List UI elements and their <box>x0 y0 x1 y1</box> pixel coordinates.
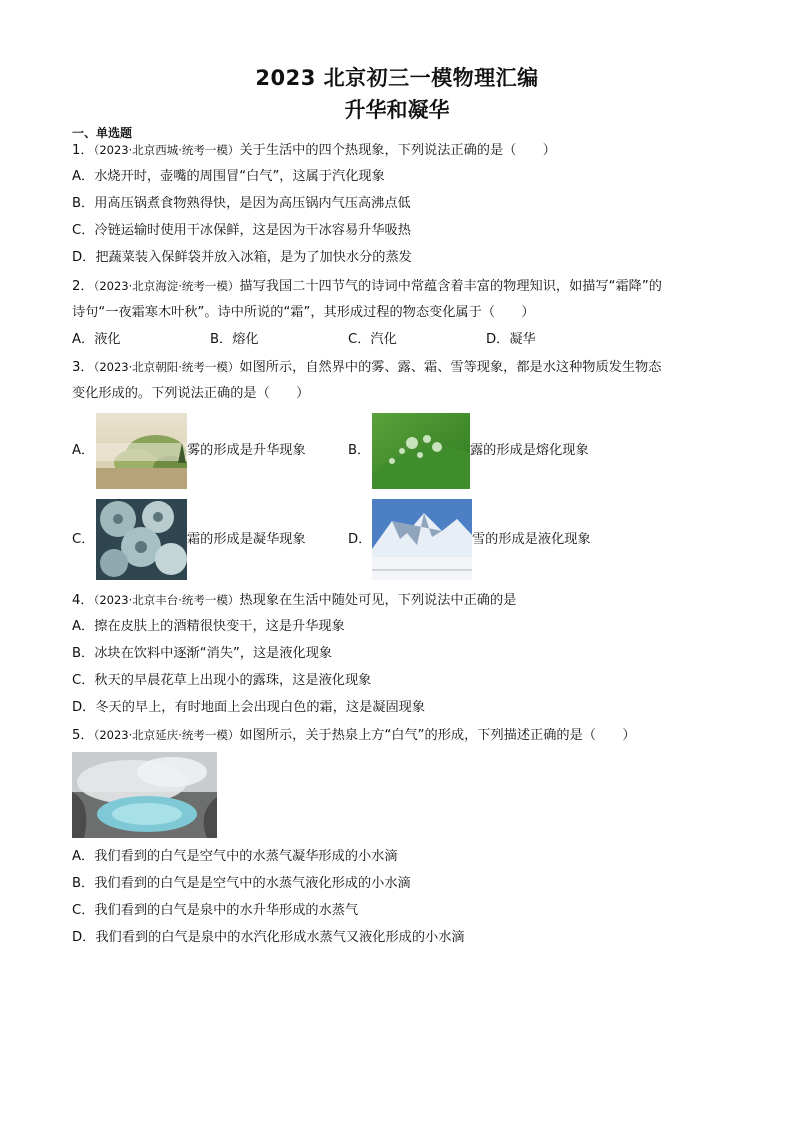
question-3-option-d-text: 雪的形成是液化现象 <box>472 532 591 547</box>
question-2-stem-line2: 诗句“一夜霜寒木叶秋”。诗中所说的“霜”，其形成过程的物态变化属于（ ） <box>72 305 535 320</box>
question-2-option-d: D．凝华 <box>486 332 536 347</box>
question-text: 热现象在生活中随处可见，下列说法中正确的是 <box>239 593 517 608</box>
section-heading: 一、单选题 <box>72 126 133 140</box>
question-source: （2023·北京西城·统考一模） <box>93 143 240 157</box>
page-title: 2023 北京初三一模物理汇编 <box>255 66 539 90</box>
question-number: 5． <box>72 728 94 743</box>
question-5-option-b: B．我们看到的白气是是空气中的水蒸气液化形成的小水滴 <box>72 876 411 891</box>
question-1-stem <box>72 141 556 160</box>
question-4-option-b: B．冰块在饮料中逐渐“消失”，这是液化现象 <box>72 646 333 661</box>
question-4-stem <box>72 591 516 610</box>
fog-forest-image <box>96 413 187 489</box>
question-5-option-d: D．我们看到的白气是泉中的水汽化形成水蒸气又液化形成的小水滴 <box>72 930 465 945</box>
question-4-option-d: D．冬天的早上，有时地面上会出现白色的霜，这是凝固现象 <box>72 700 426 715</box>
question-3-stem <box>72 358 661 377</box>
question-3-option-b-text: 露的形成是熔化现象 <box>470 443 589 458</box>
question-3-option-c-label: C． <box>72 532 95 547</box>
question-5-option-c: C．我们看到的白气是泉中的水升华形成的水蒸气 <box>72 903 359 918</box>
page-subtitle: 升华和凝华 <box>344 98 450 122</box>
dew-leaf-image <box>372 413 470 489</box>
question-text: 如图所示，关于热泉上方“白气”的形成，下列描述正确的是（ ） <box>239 728 636 743</box>
question-2-stem <box>72 277 662 296</box>
question-3-option-a-label: A． <box>72 443 95 458</box>
question-1-option-b: B．用高压锅煮食物熟得快，是因为高压锅内气压高沸点低 <box>72 196 411 211</box>
question-2-option-c: C．汽化 <box>348 332 397 347</box>
snow-mountain-image <box>372 499 472 580</box>
question-3-option-b-label: B． <box>348 443 371 458</box>
question-number: 1． <box>72 143 94 158</box>
hot-spring-image <box>72 752 217 838</box>
question-3-option-d-label: D． <box>348 532 372 547</box>
question-2-options <box>72 331 624 349</box>
question-number: 3． <box>72 360 94 375</box>
question-2-option-a: A．液化 <box>72 332 121 347</box>
question-1-option-d: D．把蔬菜装入保鲜袋并放入冰箱，是为了加快水分的蒸发 <box>72 250 412 265</box>
question-1-option-c: C．冷链运输时使用干冰保鲜，这是因为干冰容易升华吸热 <box>72 223 411 238</box>
question-4-option-c: C．秋天的早晨花草上出现小的露珠，这是液化现象 <box>72 673 372 688</box>
question-source: （2023·北京延庆·统考一模） <box>93 728 240 742</box>
question-source: （2023·北京丰台·统考一模） <box>93 593 240 607</box>
question-5-stem <box>72 726 636 745</box>
question-5-option-a: A．我们看到的白气是空气中的水蒸气凝华形成的小水滴 <box>72 849 398 864</box>
question-3-option-c-text: 霜的形成是凝华现象 <box>187 532 306 547</box>
question-4-option-a: A．擦在皮肤上的酒精很快变干，这是升华现象 <box>72 619 345 634</box>
question-number: 2． <box>72 279 94 294</box>
question-2-option-b: B．熔化 <box>210 332 259 347</box>
frost-leaves-image <box>96 499 187 580</box>
question-1-option-a: A．水烧开时，壶嘴的周围冒“白气”，这属于汽化现象 <box>72 169 385 184</box>
question-text: 如图所示，自然界中的雾、露、霜、雪等现象，都是水这种物质发生物态 <box>239 360 662 375</box>
question-number: 4． <box>72 593 94 608</box>
question-source: （2023·北京朝阳·统考一模） <box>93 360 240 374</box>
question-3-stem-line2: 变化形成的。下列说法正确的是（ ） <box>72 386 310 401</box>
question-text: 关于生活中的四个热现象，下列说法正确的是（ ） <box>239 143 556 158</box>
question-3-option-a-text: 雾的形成是升华现象 <box>187 443 306 458</box>
question-source: （2023·北京海淀·统考一模） <box>93 279 240 293</box>
question-text: 描写我国二十四节气的诗词中常蕴含着丰富的物理知识，如描写“霜降”的 <box>239 279 662 294</box>
